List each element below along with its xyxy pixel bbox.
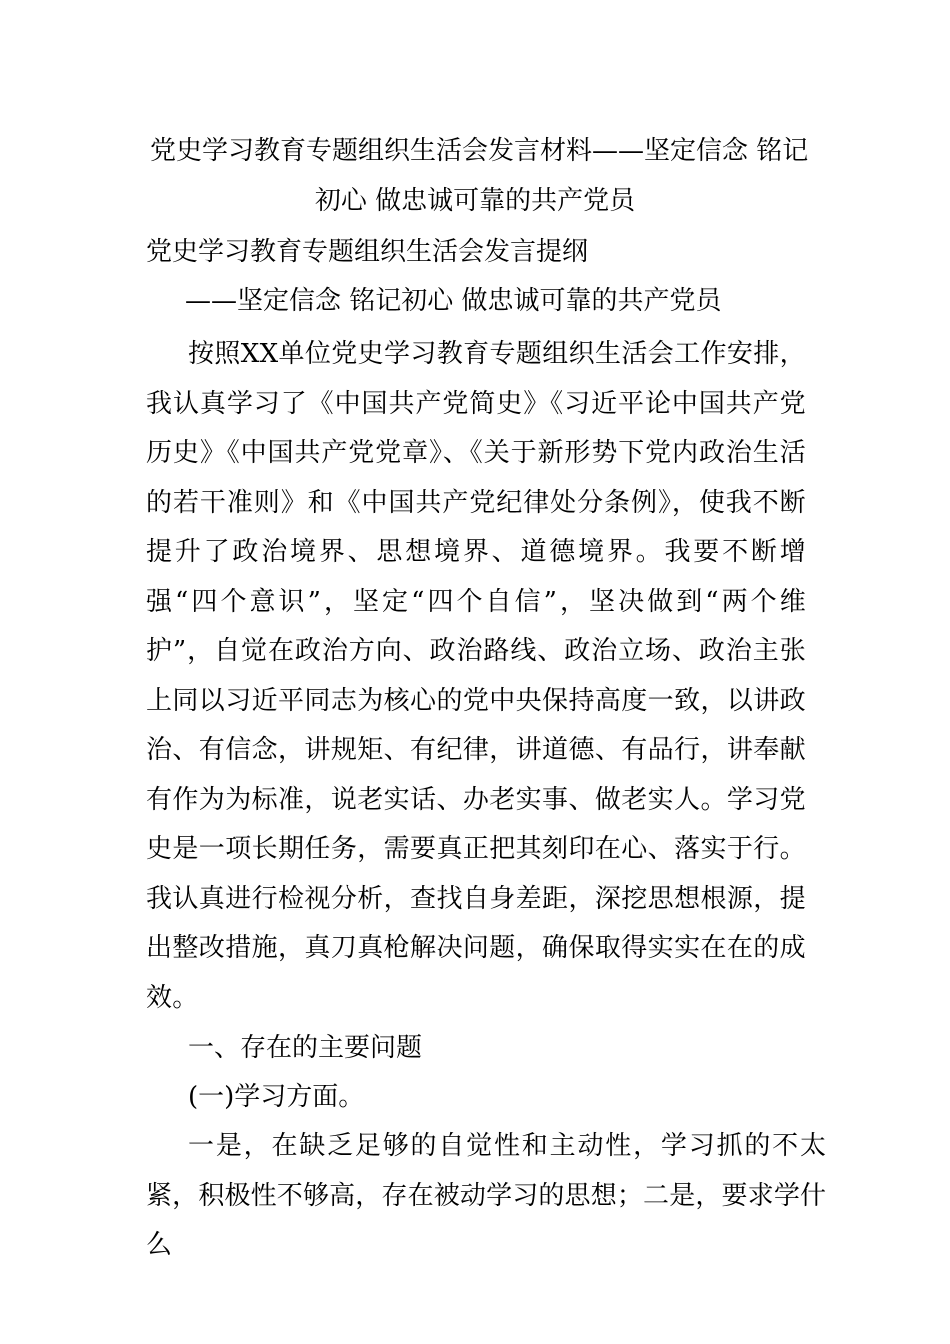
document-title-line-2: 初心 做忠诚可靠的共产党员 xyxy=(314,186,636,216)
subtitle-line-2: ——坚定信念 铭记初心 做忠诚可靠的共产党员 xyxy=(185,286,722,316)
intro-paragraph: 按照XX单位党史学习教育专题组织生活会工作安排，我认真学习了《中国共产党简史》《习近平论中国共产党历史》《中国共产党党章》、《关于新形势下党内政治生活的若干准则》和《中国共产党纪律处分条例》，使我不断提升了政治境界、思想境界、道德境界。我要不断增强“四个意识”，坚定“四个自信”，坚决做到“两个维护”，自觉在政治方向、政治路线、政治立场、政治主张上同以习近平同志为核心的党中央保持高度一致，以讲政治、有信念，讲规矩、有纪律，讲道德、有品行，讲奉献有作为为标准，说老实话、办老实事、做老实人。学习党史是一项长期任务，需要真正把其刻印在心、落实于行。我认真进行检视分析，查找自身差距，深挖思想根源，提出整改措施，真刀真枪解决问题，确保取得实实在在的成效。 xyxy=(146,339,806,1013)
section-heading: 一、存在的主要问题 xyxy=(188,1033,423,1063)
subtitle-line-1: 党史学习教育专题组织生活会发言提纲 xyxy=(146,237,589,267)
subsection-heading: (一)学习方面。 xyxy=(188,1082,365,1112)
document-title-line-1: 党史学习教育专题组织生活会发言材料——坚定信念 铭记 xyxy=(150,136,809,166)
problem-paragraph: 一是，在缺乏足够的自觉性和主动性，学习抓的不太紧，积极性不够高，存在被动学习的思想；二是，要求学什么 xyxy=(146,1131,826,1260)
